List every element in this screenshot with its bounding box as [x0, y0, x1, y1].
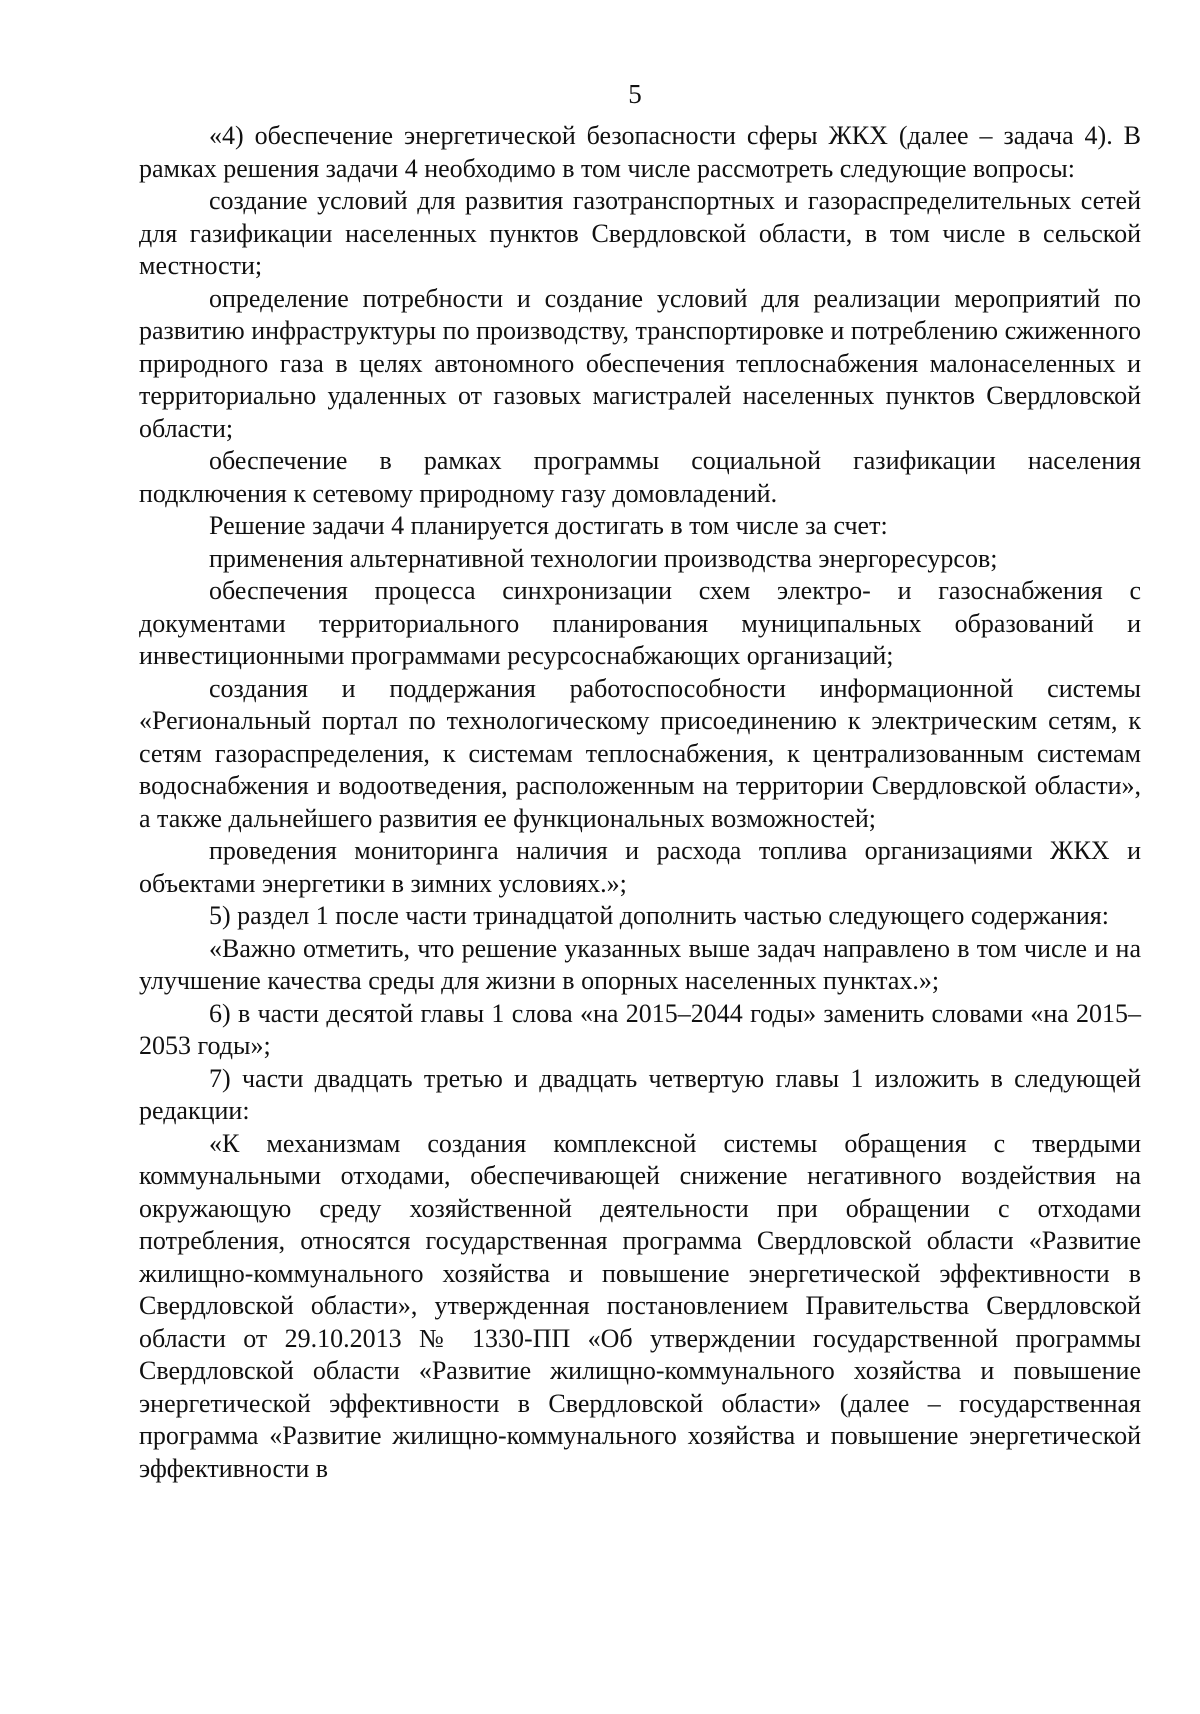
paragraph-task-4-intro: «4) обеспечение энергетической безопасности сферы ЖКХ (далее – задача 4). В рамках решения задачи 4 необходимо в том числе рассмотреть следующие вопросы:: [139, 121, 1141, 183]
paragraph-lng-infrastructure: определение потребности и создание условий для реализации мероприятий по развитию инфраструктуры по производству, транспортировке и потреблению сжиженного природного газа в целях автономного обеспечения теплоснабжения малонаселенных и территориально удаленных от газовых магистралей населенных пунктов Свердловской области;: [139, 283, 1141, 443]
page-number: 5: [628, 79, 642, 109]
paragraph-fuel-monitoring: проведения мониторинга наличия и расхода топлива организациями ЖКХ и объектами энергетики в зимних условиях.»;: [139, 836, 1141, 898]
paragraph-item-7: 7) части двадцать третью и двадцать четвертую главы 1 изложить в следующей редакции:: [139, 1063, 1141, 1125]
paragraph-gas-networks: создание условий для развития газотранспортных и газораспределительных сетей для газификации населенных пунктов Свердловской области, в том числе в сельской местности;: [139, 186, 1141, 280]
paragraph-item-5: 5) раздел 1 после части тринадцатой дополнить частью следующего содержания:: [209, 901, 1109, 930]
paragraph-regional-portal: создания и поддержания работоспособности информационной системы «Региональный портал по технологическому присоединению к электрическим сетям, к сетям газораспределения, к системам теплоснабжения, к централизованным системам водоснабжения и водоотведения, расположенным на территории Свердловской области», а также дальнейшего развития ее функциональных возможностей;: [139, 673, 1141, 833]
paragraph-item-6: 6) в части десятой главы 1 слова «на 2015–2044 годы» заменить словами «на 2015–2053 годы»;: [139, 998, 1141, 1060]
paragraph-quality-of-environment: «Важно отметить, что решение указанных выше задач направлено в том числе и на улучшение качества среды для жизни в опорных населенных пунктах.»;: [139, 933, 1141, 995]
paragraph-alternative-technology: применения альтернативной технологии производства энергоресурсов;: [209, 543, 998, 573]
paragraph-scheme-synchronization: обеспечения процесса синхронизации схем электро- и газоснабжения с документами территориального планирования муниципальных образований и инвестиционными программами ресурсоснабжающих организаций;: [139, 576, 1141, 670]
paragraph-waste-management: «К механизмам создания комплексной системы обращения с твердыми коммунальными отходами, обеспечивающей снижение негативного воздействия на окружающую среду хозяйственной деятельности при обращении с отходами потребления, относятся государственная программа Свердловской области «Развитие жилищно-коммунального хозяйства и повышение энергетической эффективности в Свердловской области», утвержденная постановлением Правительства Свердловской области от 29.10.2013 № 1330-ПП «Об утверждении государственной программы Свердловской области «Развитие жилищно-коммунального хозяйства и повышение энергетической эффективности в Свердловской области» (далее – государственная программа «Развитие жилищно-коммунального хозяйства и повышение энергетической эффективности в: [139, 1128, 1141, 1483]
paragraph-social-gasification: обеспечение в рамках программы социальной газификации населения подключения к сетевому природному газу домовладений.: [139, 446, 1141, 508]
paragraph-task-4-means: Решение задачи 4 планируется достигать в том числе за счет:: [209, 511, 888, 540]
document-body: [139, 120, 1141, 1485]
